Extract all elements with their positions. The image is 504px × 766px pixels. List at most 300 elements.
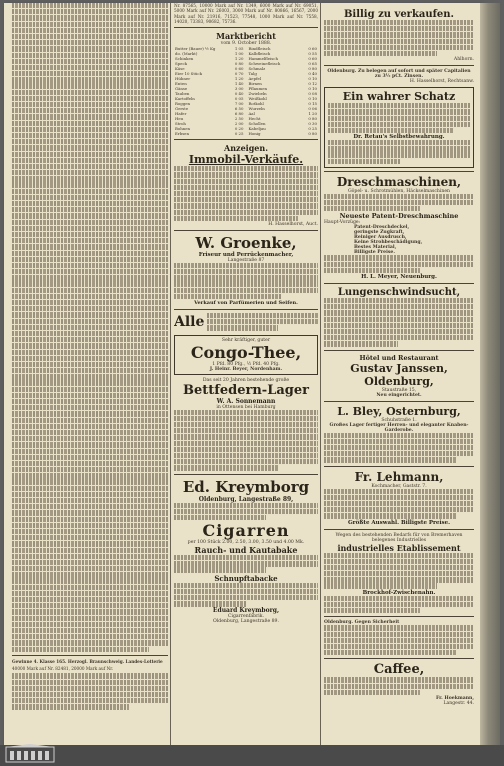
alle-word: Alle (174, 314, 205, 331)
market-item: Aal (248, 111, 255, 117)
market-item: Birnen (248, 81, 262, 87)
hotel-name: Gustav Janssen, Oldenburg, (350, 361, 448, 388)
text-line (174, 428, 318, 433)
text-line (12, 634, 168, 639)
divider (324, 616, 474, 617)
text-line (12, 263, 168, 268)
text-line (174, 210, 318, 215)
text-line (174, 263, 318, 268)
viewer-footer (0, 745, 504, 766)
text-line (328, 140, 470, 145)
market-price: 7 00 (234, 101, 244, 107)
divider (324, 65, 474, 66)
text-line (324, 304, 474, 309)
text-line (207, 319, 318, 324)
text-line (12, 83, 168, 88)
kreym-foot: Oldenburg, Langestraße 89. (213, 619, 279, 625)
text-line (174, 185, 318, 190)
market-price: 2 50 (234, 116, 244, 122)
text-line (12, 53, 168, 58)
text-line (328, 103, 470, 108)
text-line (12, 145, 168, 150)
neueste-heading: Neueste Patent-Dreschmaschine (339, 212, 459, 221)
congo-title: Congo-Thee, (190, 342, 302, 362)
bley-line: Großes Lager fertiger Herren- und eleganter Knaben-Garderobe. (329, 422, 469, 433)
page-edge (480, 3, 500, 745)
market-price: 0 60 (308, 46, 317, 52)
auswahl-line: Größte Auswahl. Billigste Preise. (347, 519, 450, 526)
text-line (324, 507, 474, 512)
text-line (324, 583, 437, 588)
text-line (12, 182, 168, 187)
text-line (12, 399, 168, 404)
oldenburg2-text (324, 625, 474, 655)
dresch-text (324, 194, 474, 212)
text-line (12, 554, 168, 559)
text-line (328, 109, 470, 114)
divider (324, 529, 474, 530)
text-line (12, 673, 168, 678)
text-line (12, 152, 168, 157)
kreym-title: Ed. Kreymborg (182, 477, 310, 496)
text-line (174, 595, 318, 600)
market-item: Hafer (175, 111, 187, 117)
newspaper-page (4, 3, 480, 745)
text-line (174, 601, 247, 606)
text-line (324, 433, 474, 438)
market-item: Wurzeln (248, 106, 265, 112)
text-line (174, 555, 318, 560)
text-line (174, 589, 318, 594)
dresch-title: Dreschmaschinen, (336, 174, 462, 189)
divider (324, 401, 474, 402)
text-line (324, 638, 474, 643)
text-line (12, 356, 168, 361)
market-item: Bohnen (175, 126, 191, 132)
market-price: 0 06 (308, 106, 317, 112)
market-item: Eier 10 Stück (175, 71, 202, 77)
etablissement-text (324, 553, 474, 589)
market-price: 1 20 (308, 111, 317, 117)
divider (324, 171, 474, 172)
text-line (324, 262, 474, 267)
oldenburg-head: Oldenburg. Zu belegen auf sofort und später Capitalien zu 3½ pCt. Zinsen. (327, 69, 471, 80)
market-price: 0 60 (308, 56, 317, 62)
market-item: Gerste (175, 106, 189, 112)
text-line (324, 51, 437, 56)
text-line (12, 541, 168, 546)
market-price: 0 40 (308, 71, 317, 77)
oldenburg-sign: H. Hasselhorst, Rechtsanw. (409, 79, 474, 85)
immobil-text (174, 166, 318, 221)
text-line (324, 317, 474, 322)
text-line (12, 560, 168, 565)
text-line (12, 114, 168, 119)
text-line (324, 20, 474, 25)
text-line (12, 96, 168, 101)
immobil-title: Immobil-Verkäufe. (188, 153, 304, 167)
text-line (324, 200, 474, 205)
right-column (324, 3, 474, 745)
market-item: Roggen (175, 101, 191, 107)
text-line (324, 577, 474, 582)
market-item: Hecht (248, 116, 261, 122)
market-price: 0 80 (308, 131, 317, 137)
text-line (12, 517, 168, 522)
text-line (324, 32, 474, 37)
text-line (174, 416, 318, 421)
text-line (174, 453, 318, 458)
text-line (12, 325, 168, 330)
divider (324, 283, 474, 284)
text-line (12, 65, 168, 70)
text-line (12, 572, 168, 577)
gewinne-line: 40000 Mark auf Nr. 82481, 20000 Mark auf Nr. (12, 666, 114, 672)
text-line (12, 158, 168, 163)
column-rule (170, 3, 171, 745)
text-line (328, 152, 470, 157)
market-row (248, 131, 319, 136)
text-line (324, 553, 474, 558)
bett-title: Bettfedern-Lager (183, 382, 309, 398)
market-item: do. (Markt) (175, 51, 198, 57)
text-line (324, 194, 474, 199)
market-item: Erbsen (175, 131, 189, 137)
text-line (12, 430, 168, 435)
text-line (324, 690, 420, 695)
wahrer-ad (324, 87, 474, 168)
text-line (324, 457, 456, 462)
text-line (12, 220, 168, 225)
text-line (324, 625, 474, 630)
divider (174, 139, 318, 140)
groenke-sub: Friseur und Perrückenmacher, (198, 251, 294, 258)
alle-ad (174, 313, 318, 332)
alle-text (207, 313, 318, 332)
oldenburg2: Oldenburg. Gegen Sicherheit (324, 620, 400, 626)
text-line (12, 164, 168, 169)
text-line (12, 591, 168, 596)
market-item: Kartoffeln (175, 96, 195, 102)
market-price: 0 05 (234, 96, 244, 102)
text-line (12, 238, 168, 243)
text-line (324, 596, 474, 601)
text-line (12, 195, 168, 200)
market-price: 0 25 (234, 131, 244, 137)
text-line (12, 46, 168, 51)
market-price: 1 20 (234, 56, 244, 62)
congo-kicker: Sehr kräftiger, guter (221, 337, 271, 343)
text-line (12, 622, 168, 627)
middle-column (174, 3, 318, 745)
text-line (12, 226, 168, 231)
market-item: Gänse (175, 86, 188, 92)
text-line (174, 203, 318, 208)
market-item: Hammelfleisch (248, 56, 278, 62)
market-price: 0 65 (308, 61, 317, 67)
text-line (174, 422, 318, 427)
market-price: 3 00 (234, 86, 244, 92)
market-item: Aepfel (248, 76, 262, 82)
hotel-sub: Neu eingerichtet. (376, 392, 422, 398)
market-item: Rindfleisch (248, 46, 271, 52)
schnupf-heading: Schnupftabacke (214, 573, 278, 583)
text-line (12, 170, 168, 175)
text-line (328, 122, 470, 127)
text-line (12, 647, 149, 652)
text-line (12, 609, 168, 614)
text-line (324, 565, 474, 570)
groenke-line: Verkauf von Parfümerien und Seifen. (194, 300, 298, 306)
market-price: 0 10 (308, 86, 317, 92)
text-line (12, 380, 168, 385)
bett-owner: W. A. Sonnemann (216, 397, 276, 405)
text-line (12, 102, 168, 107)
text-line (12, 244, 168, 249)
market-item: Heu (175, 116, 184, 122)
text-line (12, 411, 168, 416)
market-item: Pflaumen (248, 86, 268, 92)
hotel-title: Hôtel und Restaurant (359, 353, 439, 362)
bley-sub: Schuhstraße 1. (381, 417, 417, 423)
bley-text (324, 433, 474, 463)
text-line (12, 343, 168, 348)
feature-item: Bestes Material, (354, 245, 397, 251)
text-line (324, 445, 474, 450)
text-line (12, 424, 168, 429)
lottery-numbers: Nr. 87565, 10000 Mark auf Nr. 1349, 6000 Mark auf Nr. 69051, 5000 Mark auf Nr. 26003, 3000 Mark auf Nr. 80866, 16567, 2000 Mark auf Nr. 21916, 71523, 77548, 1000 Mark auf Nr. 7558, 14020, 73383, 90682, 75736. (174, 3, 318, 24)
groenke-addr: Langestraße 87 (227, 257, 265, 263)
market-table-right (248, 46, 319, 136)
market-price: 0 70 (234, 71, 244, 77)
text-line (174, 281, 318, 286)
schnupf-text (174, 583, 318, 607)
dresch-text-2 (324, 255, 474, 273)
market-item: Schweinefleisch (248, 61, 281, 67)
lungen-title: Lungenschwindsucht, (337, 286, 461, 298)
caffee-sign: Fr. Hoekmann, (435, 695, 474, 701)
text-line (12, 15, 168, 20)
text-line (12, 337, 168, 342)
text-line (174, 179, 318, 184)
text-line (12, 251, 168, 256)
market-price: 0 80 (234, 61, 244, 67)
text-line (12, 294, 168, 299)
text-line (12, 34, 168, 39)
text-line (207, 313, 318, 318)
market-table-left (174, 46, 245, 136)
market-item: Hühner (175, 76, 191, 82)
text-line (174, 459, 318, 464)
groenke-text (174, 263, 318, 299)
billig-text (324, 20, 474, 56)
text-line (12, 77, 168, 82)
text-line (12, 535, 168, 540)
market-price: 0 12 (308, 81, 317, 87)
text-line (174, 288, 318, 293)
text-line (12, 201, 168, 206)
text-line (174, 583, 318, 588)
text-line (324, 677, 474, 682)
market-price: 0 10 (308, 96, 317, 102)
text-line (207, 325, 278, 330)
market-price: 0 80 (308, 66, 317, 72)
market-price: 2 00 (234, 121, 244, 127)
market-date: vom 9. October 1888. (220, 41, 272, 47)
market-item: Tauben (175, 91, 190, 97)
hotel-addr: Staustraße 15, (381, 387, 417, 393)
feature-item: Billigste Preise. (354, 250, 395, 256)
text-line (12, 90, 168, 95)
text-line (174, 172, 318, 177)
text-line (328, 159, 400, 164)
text-line (12, 281, 168, 286)
text-line (12, 686, 168, 691)
text-line (12, 127, 168, 132)
etablissement: industrielles Etablissement (337, 542, 461, 553)
text-line (12, 504, 168, 509)
lehmann-sub: Kochmacher, Gaststr. 7. (371, 483, 427, 489)
divider (174, 309, 318, 310)
cigarren-prices: per 100 Stück 2.00, 2.50, 3.00, 3.50 und 4.00 Mk. (187, 540, 305, 546)
text-line (12, 59, 168, 64)
text-line (324, 602, 474, 607)
text-line (328, 146, 470, 151)
text-line (324, 650, 456, 655)
wahrer-text (328, 103, 470, 133)
market-price: 0 30 (308, 121, 317, 127)
market-price: 0 40 (234, 91, 244, 97)
text-line (324, 439, 474, 444)
text-line (324, 341, 398, 346)
text-line (12, 213, 168, 218)
text-line (12, 436, 168, 441)
text-line (174, 294, 282, 299)
feature-item: Reiniger Ausdrusch, (354, 235, 407, 241)
text-line (12, 442, 168, 447)
text-line (174, 166, 318, 171)
text-line (12, 312, 168, 317)
market-row (174, 131, 245, 136)
market-item: Käse (175, 66, 185, 72)
congo-ad (174, 335, 318, 375)
divider (174, 27, 318, 28)
text-line (324, 26, 474, 31)
text-line (12, 455, 168, 460)
text-line (12, 207, 168, 212)
market-item: Weißkohl (248, 96, 267, 102)
divider (324, 466, 474, 467)
text-line (324, 310, 474, 315)
text-line (12, 479, 168, 484)
market-price: 0 25 (308, 126, 317, 132)
text-line (324, 39, 474, 44)
divider (174, 230, 318, 231)
wahrer-title: Ein wahrer Schatz (342, 90, 456, 104)
dresch-seller: H. L. Meyer, Neuenburg. (361, 273, 437, 280)
market-item: Kabeljau (248, 126, 266, 132)
left-body-text-2 (12, 673, 168, 709)
text-line (324, 501, 474, 506)
text-line (12, 257, 168, 262)
text-line (12, 461, 168, 466)
divider (324, 350, 474, 351)
market-item: Schollen (248, 121, 266, 127)
text-line (174, 269, 318, 274)
text-line (174, 503, 318, 508)
gewinne-heading: Gewinne 4. Klasse 165. Herzogl. Braunschweig. Landes-Lotterie (12, 658, 163, 664)
immobil-sign: H. Hasselhorst, Auct. (268, 221, 318, 227)
text-line (324, 559, 474, 564)
feature-list (324, 225, 474, 255)
text-line (12, 71, 168, 76)
text-line (328, 128, 453, 133)
market-item: Speck (175, 61, 187, 67)
text-line (12, 486, 168, 491)
market-item: Schmalz (248, 66, 266, 72)
text-line (174, 509, 318, 514)
column-rule (320, 3, 321, 745)
text-line (12, 467, 168, 472)
kreym-text (174, 503, 318, 521)
groenke-name: W. Groenke, (195, 233, 297, 252)
market-title: Marktbericht (216, 31, 276, 42)
rauch-heading: Rauch- und Kautabake (194, 545, 298, 556)
kreym-sign2: Cigarrenfabrik. (227, 614, 265, 620)
text-line (12, 306, 168, 311)
lehmann-title: Fr. Lehmann, (354, 469, 444, 484)
text-line (174, 197, 318, 202)
text-line (12, 362, 168, 367)
wahrer-book: Dr. Retau's Selbstbewahrung. (353, 134, 445, 141)
text-line (324, 45, 474, 50)
lehmann-text (324, 489, 474, 519)
feature-item: Patent-Dreschdeckel, (354, 225, 410, 231)
text-line (324, 608, 420, 613)
text-line (12, 374, 168, 379)
dresch-sub: Göpel- u. Schrotmühlen, Häckselmaschinen (347, 188, 451, 194)
text-line (12, 275, 168, 280)
text-line (12, 319, 168, 324)
text-line (12, 628, 168, 633)
market-price: 0 80 (308, 116, 317, 122)
market-price: 0 55 (308, 51, 317, 57)
market-item: Stroh (175, 121, 186, 127)
market-item: Kalbfleisch (248, 51, 271, 57)
market-table (174, 46, 318, 136)
text-line (174, 447, 318, 452)
text-line (12, 331, 168, 336)
text-line (12, 492, 168, 497)
left-divider (12, 655, 168, 656)
caffee-text (324, 677, 474, 695)
text-line (12, 704, 129, 709)
text-line (324, 571, 474, 576)
text-line (12, 288, 168, 293)
market-price: 0 08 (308, 91, 317, 97)
text-line (324, 329, 474, 334)
left-column (12, 3, 168, 745)
congo-seller: J. Heinr. Beyer, Nordenham. (209, 366, 283, 372)
text-line (174, 465, 279, 470)
text-line (324, 451, 474, 456)
text-line (12, 680, 168, 685)
text-line (12, 640, 168, 645)
text-line (12, 133, 168, 138)
left-body-text (12, 3, 168, 652)
text-line (12, 176, 168, 181)
divider (324, 658, 474, 659)
